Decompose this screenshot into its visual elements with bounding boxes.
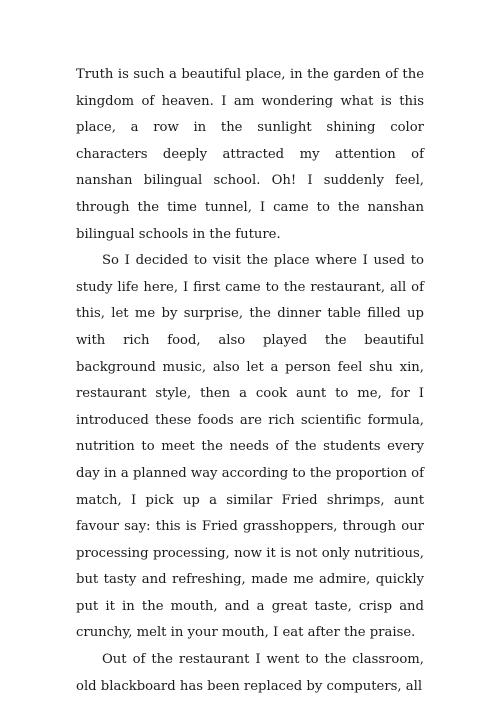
paragraph-classroom: Out of the restaurant I went to the classroom, old blackboard has been replaced by computers, all: [76, 652, 424, 694]
paragraph-intro: Truth is such a beautiful place, in the garden of the kingdom of heaven. I am wondering what is this place, a row in the sunlight shining color characters deeply attracted my attention of nanshan bilingual school. Oh! I suddenly feel, through the time tunnel, I came to the nanshan bilingual schools in the future.: [76, 67, 424, 242]
document-body: [76, 62, 424, 700]
paragraph-restaurant: So I decided to visit the place where I used to study life here, I first came to the restaurant, all of this, let me by surprise, the dinner table filled up with rich food, also played the beautiful background music, also let a person feel shu xin, restaurant style, then a cook aunt to me, for I introduced these foods are rich scientific formula, nutrition to meet the needs of the students every day in a planned way according to the proportion of match, I pick up a similar Fried shrimps, aunt favour say: this is Fried grasshoppers, through our processing processing, now it is not only nutritious, but tasty and refreshing, made me admire, quickly put it in the mouth, and a great taste, crisp and crunchy, melt in your mouth, I eat after the praise.: [76, 253, 424, 641]
